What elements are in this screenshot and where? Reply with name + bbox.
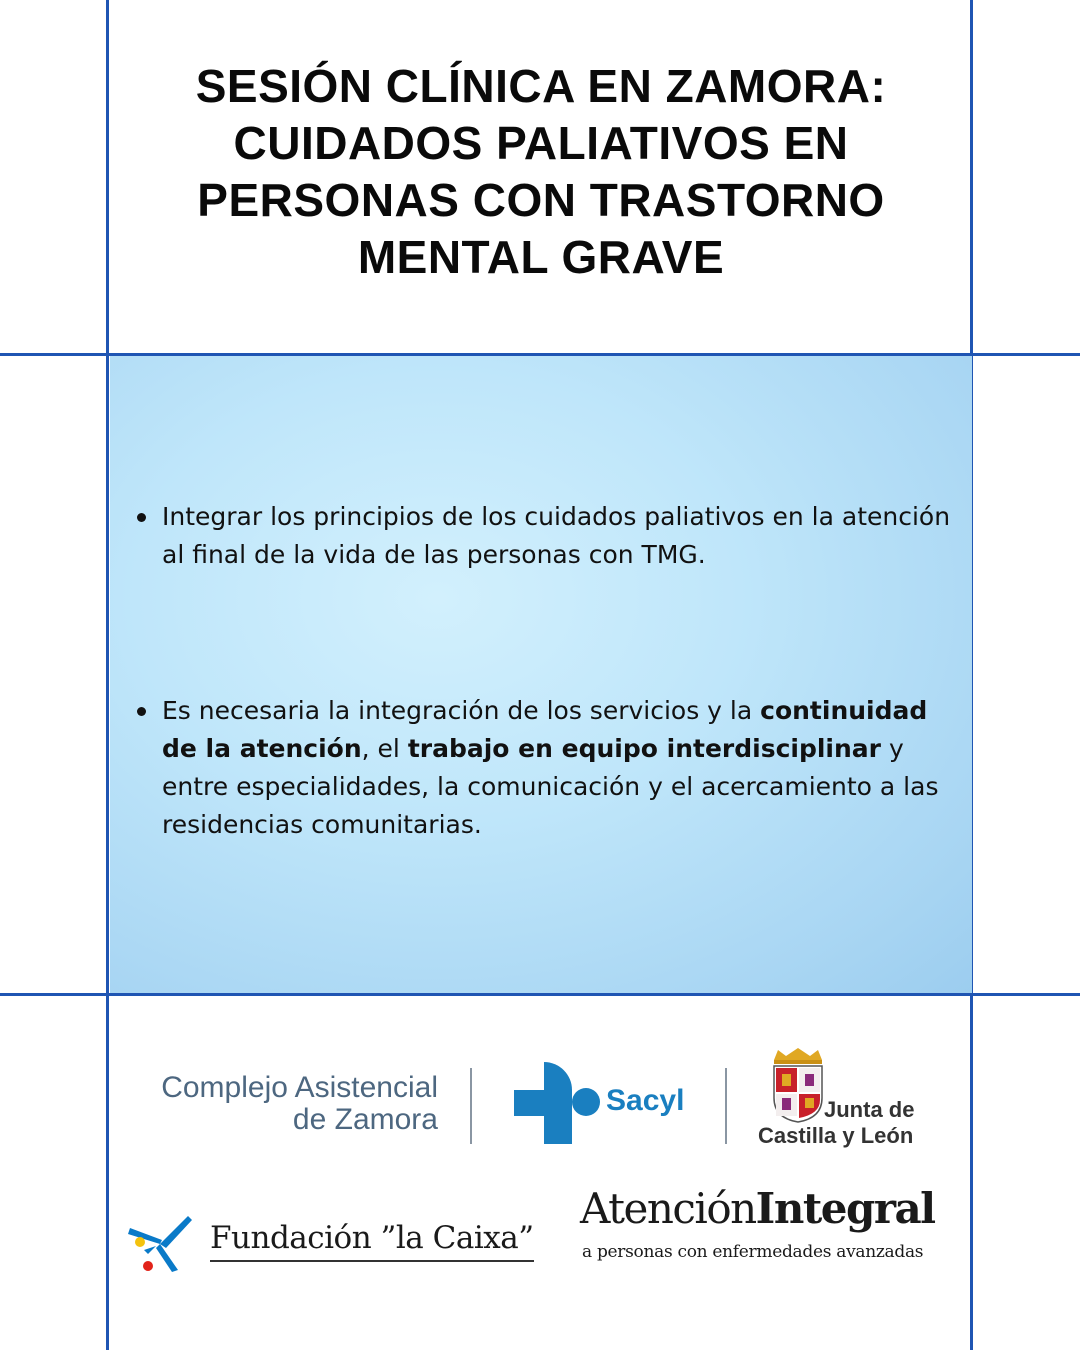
junta-logo-text: Castilla y León [758,1123,914,1148]
grid-line-left [106,0,109,1350]
bullet-bold-text: continuidad de la atención [162,696,928,763]
bullet-item [135,498,965,574]
bullet-item [135,692,965,844]
atencion-integral-logo [580,1184,945,1274]
bullet-text: Integrar los principios de los cuidados paliativos en la atención al final de la vida de las personas con TMG. [162,502,951,569]
sacyl-logo-text: Sacyl [606,1084,685,1117]
grid-line-bottom [0,993,1080,996]
integral-word: Integral [755,1184,935,1233]
atencion-integral-wordmark [580,1184,935,1233]
title-line: PERSONAS CON TRASTORNO [197,174,885,226]
bullet-text-part: y entre especialidades, la comunicación y el acercamiento a las residencias comunitarias. [162,734,939,839]
atencion-word: Atención [580,1184,756,1233]
complejo-asistencial-logo [128,1072,438,1136]
bullet-bold-text: trabajo en equipo interdisciplinar [407,734,881,763]
logo-text: Complejo Asistencial [161,1071,438,1104]
bullet-text-part: , el [361,734,408,763]
logo-divider [470,1068,472,1144]
title-line: SESIÓN CLÍNICA EN ZAMORA: [195,60,887,112]
sacyl-logo [514,1062,704,1146]
fundacion-la-caixa-logo [126,1214,546,1274]
logo-divider [725,1068,727,1144]
bullet-text-part: Es necesaria la integración de los servicios y la [162,696,761,725]
page-title [110,58,972,286]
sacyl-cross-icon [514,1062,604,1146]
bullet-dot-icon [137,513,146,522]
caixa-star-icon [126,1214,198,1274]
junta-logo-text: Junta de [824,1097,915,1122]
atencion-integral-tagline: a personas con enfermedades avanzadas [582,1242,924,1262]
logo-text: de Zamora [292,1103,438,1136]
bullet-dot-icon [137,707,146,716]
title-line: CUIDADOS PALIATIVOS EN [233,117,849,169]
content-panel [110,356,972,993]
title-line: MENTAL GRAVE [357,231,725,283]
coat-of-arms-icon [768,1046,828,1124]
junta-castilla-leon-logo [756,1046,946,1150]
caixa-logo-text: Fundación ”la Caixa” [210,1220,534,1262]
